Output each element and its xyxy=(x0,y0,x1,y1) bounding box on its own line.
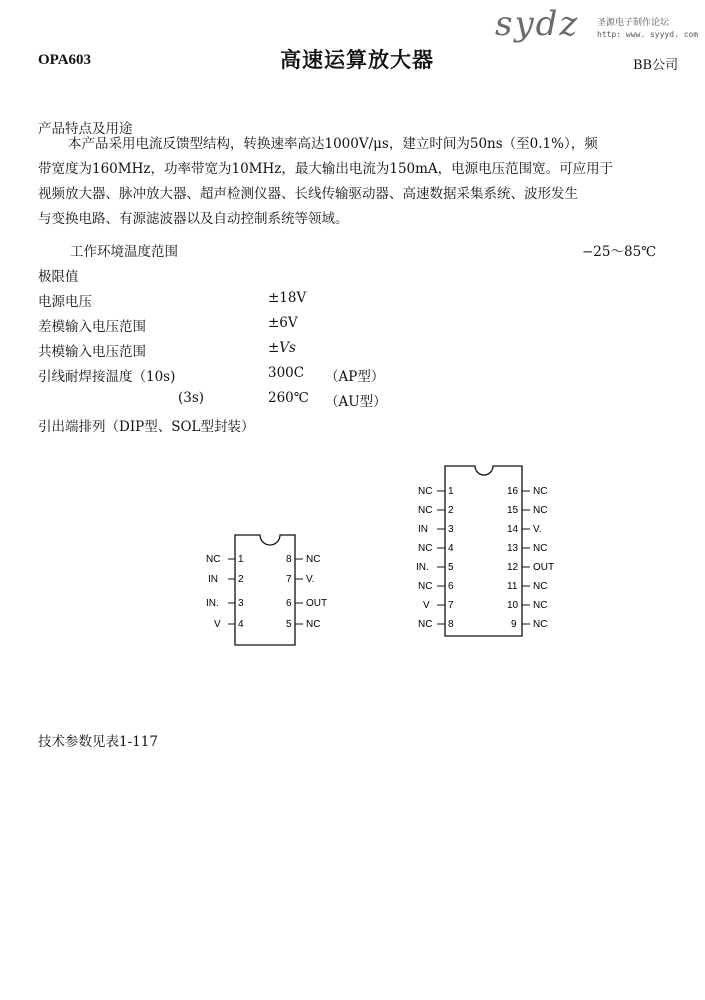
company-name: BB公司 xyxy=(633,58,679,73)
sol16-pin-name: NC xyxy=(418,486,433,497)
site-watermark xyxy=(487,4,699,48)
sol16-pin-number: 6 xyxy=(448,581,454,592)
sol16-pin-name: NC xyxy=(418,505,433,516)
limit-note: （AP型） xyxy=(325,369,385,385)
sol16-pin-number: 15 xyxy=(507,505,519,516)
features-line-2: 带宽度为160MHz，功率带宽为10MHz，最大输出电流为150mA，电源电压范围宽。可应用于 xyxy=(38,161,614,177)
sol16-pin-name: V. xyxy=(533,524,542,535)
sol16-pin-number: 11 xyxy=(507,581,518,592)
limit-value: ±18V xyxy=(268,290,307,306)
sol16-pin-name: NC xyxy=(533,581,548,592)
dip8-pin-number: 8 xyxy=(286,554,292,565)
page-title: 高速运算放大器 xyxy=(280,47,434,72)
dip8-pin-number: 2 xyxy=(238,574,244,585)
parameter-table-reference: 技术参数见表1-117 xyxy=(38,734,158,750)
limit-value: 260℃ xyxy=(268,390,309,406)
watermark-site-name: 圣源电子制作论坛 xyxy=(597,18,670,28)
pinout-heading: 引出端排列（DIP型、SOL型封装） xyxy=(38,419,255,435)
sol16-pin-number: 12 xyxy=(507,562,519,573)
limit-note: （AU型） xyxy=(325,394,387,410)
sol16-pin-number: 2 xyxy=(448,505,454,516)
sol16-pin-number: 13 xyxy=(507,543,519,554)
features-heading: 产品特点及用途 xyxy=(38,121,133,137)
limit-value: 300C xyxy=(268,365,305,381)
sol16-pin-name: IN. xyxy=(416,562,429,573)
dip8-pin-number: 7 xyxy=(286,574,292,585)
dip8-pin-number: 5 xyxy=(286,619,292,630)
sol16-pin-number: 8 xyxy=(448,619,454,630)
dip8-pin-name: OUT xyxy=(306,598,328,609)
temp-range-label: 工作环境温度范围 xyxy=(70,244,178,260)
dip8-pin-name: V xyxy=(214,619,221,630)
limit-label: (3s) xyxy=(178,390,205,406)
watermark-logo: sydz xyxy=(495,4,580,44)
sol16-pin-number: 5 xyxy=(448,562,454,573)
watermark-url: http: www. syyyd. com xyxy=(597,30,699,39)
features-line-1: 本产品采用电流反馈型结构，转换速率高达1000V/μs，建立时间为50ns（至0.1%），频 xyxy=(68,136,598,152)
limit-label: 共模输入电压范围 xyxy=(38,344,146,360)
model-number: OPA603 xyxy=(38,52,92,68)
temp-range-value: −25～85℃ xyxy=(582,244,657,260)
sol16-pin-name: NC xyxy=(418,581,433,592)
dip8-pin-name: NC xyxy=(306,554,321,565)
dip8-pin-number: 3 xyxy=(238,598,244,609)
dip8-pin-name: V. xyxy=(306,574,315,585)
sol16-pin-number: 10 xyxy=(507,600,519,611)
dip8-pin-number: 6 xyxy=(286,598,292,609)
sol16-pin-number: 3 xyxy=(448,524,454,535)
sol16-pin-name: NC xyxy=(418,543,433,554)
sol16-pin-name: NC xyxy=(418,619,433,630)
dip8-pin-name: NC xyxy=(206,554,221,565)
sol16-pin-name: V xyxy=(423,600,430,611)
sol16-pin-number: 9 xyxy=(511,619,517,630)
features-line-3: 视频放大器、脉冲放大器、超声检测仪器、长线传输驱动器、高速数据采集系统、波形发生 xyxy=(38,186,578,202)
sol16-pin-name: OUT xyxy=(533,562,555,573)
limit-label: 引线耐焊接温度（10s) xyxy=(38,369,176,385)
dip8-pin-number: 1 xyxy=(238,554,244,565)
sol16-pin-number: 16 xyxy=(507,486,519,497)
sol16-pin-name: NC xyxy=(533,619,548,630)
features-line-4: 与变换电路、有源滤波器以及自动控制系统等领域。 xyxy=(38,211,349,227)
sol16-pin-number: 4 xyxy=(448,543,454,554)
dip8-pin-name: IN. xyxy=(206,598,219,609)
sol16-pin-name: NC xyxy=(533,600,548,611)
dip8-pin-number: 4 xyxy=(238,619,244,630)
dip8-pin-name: NC xyxy=(306,619,321,630)
sol16-pin-number: 14 xyxy=(507,524,519,535)
sol16-pin-number: 7 xyxy=(448,600,454,611)
sol16-pin-number: 1 xyxy=(448,486,454,497)
limit-value: ±Vs xyxy=(268,340,296,356)
sol16-pinout-diagram xyxy=(410,458,570,643)
dip8-pinout-diagram xyxy=(200,525,350,650)
limit-label: 电源电压 xyxy=(38,294,92,310)
dip8-pin-name: IN xyxy=(208,574,218,585)
sol16-pin-name: NC xyxy=(533,486,548,497)
limit-value: ±6V xyxy=(268,315,298,331)
limit-label: 差模输入电压范围 xyxy=(38,319,146,335)
limits-heading: 极限值 xyxy=(38,269,79,285)
sol16-pin-name: IN xyxy=(418,524,428,535)
sol16-pin-name: NC xyxy=(533,543,548,554)
sol16-pin-name: NC xyxy=(533,505,548,516)
